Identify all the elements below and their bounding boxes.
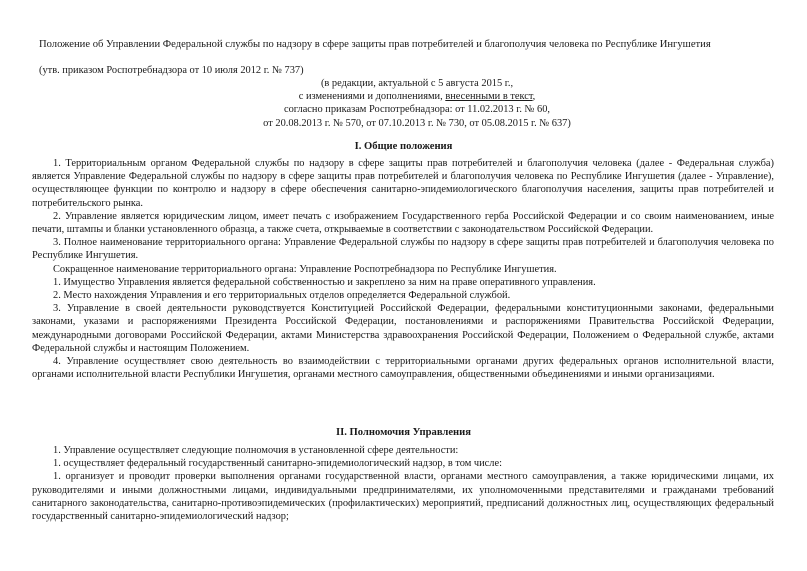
paragraph: 4. Управление осуществляет свою деятельность во взаимодействии с территориальными органами других федеральных органов исполнительной власти, органами исполнительной власти Республики Ингушетия, органами местного самоуправления, общественными объединениями и иными организациями. — [32, 356, 774, 381]
paragraph: 1. Территориальным органом Федеральной службы по надзору в сфере защиты прав потребителей и благополучия человека (далее - Федеральная служба) является Управление Федеральной службы по надзору в сфере защиты прав потребителей и благополучия человека по Республике Ингушетия (далее - Управление), осуществляющее функции по контролю и надзору в сфере обеспечения санитарно-эпидемиологического благополучия населения, защиты прав потребителей и потребительского рынка. — [32, 158, 774, 209]
edition-line-3: согласно приказам Роспотребнадзора: от 11.02.2013 г. № 60, — [283, 104, 551, 116]
section-2-title: II. Полномочия Управления — [335, 427, 471, 438]
edition-line-2 — [140, 90, 694, 103]
paragraph: 2. Место нахождения Управления и его территориальных отделов определяется Федеральной службой. — [53, 290, 511, 302]
edition-note — [140, 77, 694, 130]
paragraph: 2. Управление является юридическим лицом, имеет печать с изображением Государственного герба Российской Федерации и со своим наименованием, иные печати, штампы и бланки установленного образца, а также счета, открываемые в соответствии с законодательством Российской Федерации. — [32, 210, 774, 236]
edition-line-2-prefix: с изменениями и дополнениями, — [298, 91, 446, 103]
paragraph: 1. осуществляет федеральный государственный санитарно-эпидемиологический надзор, в том числе: — [53, 458, 502, 470]
paragraph: 3. Управление в своей деятельности руководствуется Конституцией Российской Федерации, федеральными конституционными законами, федеральными законами, указами и распоряжениями Президента Российской Федерации, постановлениями и распоряжениями Правительства Российской Федерации, международными договорами Российской Федерации, актами Министерства здравоохранения Российской Федерации, Положением о Федеральной службе, актами Федеральной службы и настоящим Положением. — [32, 303, 774, 354]
amendments-link[interactable]: внесенными в текст — [445, 91, 533, 103]
paragraph: Сокращенное наименование территориального органа: Управление Роспотребнадзора по Республике Ингушетия. — [53, 263, 557, 275]
edition-line-4: от 20.08.2013 г. № 570, от 07.10.2013 г. № 730, от 05.08.2015 г. № 637) — [263, 117, 571, 129]
section-1-body — [32, 157, 774, 381]
section-1-title: I. Общие положения — [354, 141, 453, 152]
document-title: Положение об Управлении Федеральной службы по надзору в сфере защиты прав потребителей и благополучия человека по Республике Ингушетия — [39, 39, 711, 50]
paragraph: 1. Имущество Управления является федеральной собственностью и закреплено за ним на праве оперативного управления. — [53, 276, 596, 288]
paragraph: 3. Полное наименование территориального органа: Управление Федеральной службы по надзору в сфере защиты прав потребителей и благополучия человека по Республике Ингушетия. — [32, 237, 774, 262]
paragraph: 1. Управление осуществляет следующие полномочия в установленной сфере деятельности: — [53, 445, 459, 456]
paragraph: 1. организует и проводит проверки выполнения органами государственной власти, органами местного самоуправления, а также юридическими лицами, их руководителями и иными должностными лицами, индивидуальными предпринимателями, их уполномоченными представителями и гражданами требований санитарного законодательства, санитарно-противоэпидемических (профилактических) мероприятий, предписаний должностных лиц, осуществляющих федеральный государственный санитарно-эпидемиологический надзор; — [32, 471, 774, 523]
section-2-body — [32, 444, 774, 523]
edition-line-2-suffix: , — [532, 91, 536, 103]
approval-note: (утв. приказом Роспотребнадзора от 10 июля 2012 г. № 737) — [39, 65, 304, 76]
edition-line-1: (в редакции, актуальной с 5 августа 2015 г., — [320, 78, 514, 89]
